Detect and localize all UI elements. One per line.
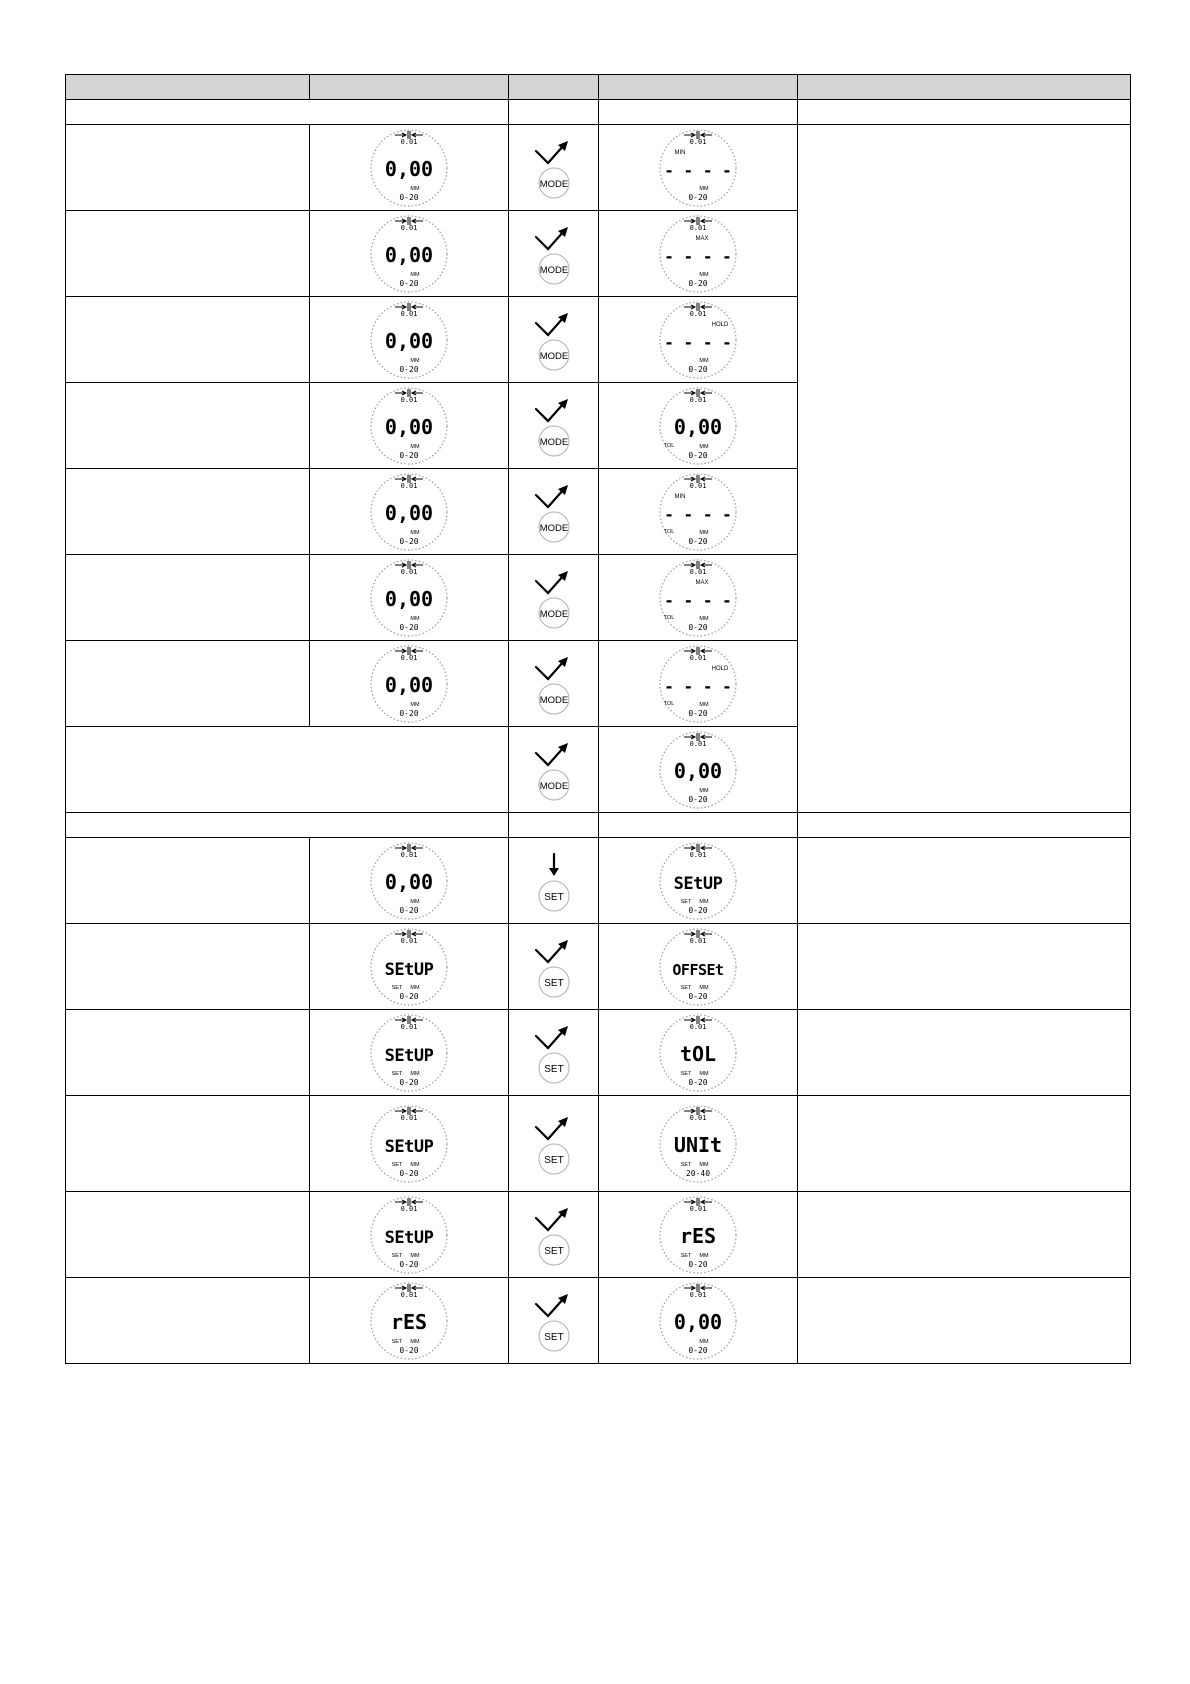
- button-label: SET: [543, 1154, 564, 1166]
- mode-indicator: HOLD: [711, 665, 729, 672]
- range-readout: 0-20: [688, 364, 708, 374]
- main-readout: - - - -: [664, 504, 732, 524]
- step-description: [66, 297, 310, 383]
- button-press-icon: [530, 1286, 578, 1356]
- resolution-readout: 0.01: [400, 1290, 418, 1299]
- resolution-readout: 0.01: [689, 137, 707, 146]
- range-readout: 0-20: [399, 192, 419, 202]
- resolution-readout: 0.01: [689, 1290, 707, 1299]
- range-readout: 20-40: [685, 1168, 711, 1178]
- resolution-readout: 0.01: [689, 481, 707, 490]
- table-row: [66, 1192, 1131, 1278]
- range-readout: 0-20: [399, 450, 419, 460]
- main-readout: - - - -: [664, 332, 732, 352]
- resolution-readout: 0.01: [400, 395, 418, 404]
- step-description: [66, 1278, 310, 1364]
- after-display-cell: [599, 555, 798, 641]
- button-label: SET: [543, 1331, 564, 1343]
- remarks-cell: [798, 1278, 1131, 1364]
- main-readout: SEtUP: [384, 1136, 434, 1157]
- before-display-cell: [310, 469, 509, 555]
- step-description: [66, 838, 310, 924]
- table-row: [66, 1278, 1131, 1364]
- lcd-display: [367, 556, 451, 640]
- mode-indicator: MAX: [695, 579, 709, 586]
- main-readout: SEtUP: [384, 1227, 434, 1248]
- section-cell: [509, 100, 599, 125]
- lcd-display: [656, 470, 740, 554]
- set-indicator: SET: [391, 1070, 403, 1077]
- button-label: MODE: [539, 350, 568, 362]
- lcd-display: [656, 1279, 740, 1363]
- range-readout: 0-20: [399, 991, 419, 1001]
- unit-label: MM: [699, 271, 709, 278]
- resolution-readout: 0.01: [689, 1204, 707, 1213]
- button-press-icon: [530, 1200, 578, 1270]
- unit-label: MM: [699, 185, 709, 192]
- unit-label: MM: [410, 271, 420, 278]
- mode-indicator: MIN: [674, 493, 686, 500]
- before-display-cell: [310, 383, 509, 469]
- set-indicator: SET: [391, 1252, 403, 1259]
- section-cell: [599, 813, 798, 838]
- range-readout: 0-20: [399, 708, 419, 718]
- range-readout: 0-20: [688, 1345, 708, 1355]
- range-readout: 0-20: [399, 905, 419, 915]
- lcd-display: [367, 212, 451, 296]
- unit-label: MM: [699, 357, 709, 364]
- unit-label: MM: [699, 701, 709, 708]
- unit-label: MM: [410, 357, 420, 364]
- lcd-display: [656, 556, 740, 640]
- lcd-display: [656, 728, 740, 812]
- set-indicator: SET: [391, 1161, 403, 1168]
- button-press-icon: [530, 932, 578, 1002]
- lcd-display: [367, 298, 451, 382]
- main-readout: SEtUP: [384, 959, 434, 980]
- action-cell: [509, 125, 599, 211]
- action-cell: [509, 383, 599, 469]
- resolution-readout: 0.01: [400, 1022, 418, 1031]
- main-readout: - - - -: [664, 246, 732, 266]
- after-display-cell: [599, 641, 798, 727]
- resolution-readout: 0.01: [689, 653, 707, 662]
- section-title: [66, 813, 509, 838]
- button-press-icon: [530, 1109, 578, 1179]
- after-display-cell: [599, 469, 798, 555]
- lcd-display: [656, 384, 740, 468]
- section-title: [66, 100, 509, 125]
- resolution-readout: 0.01: [400, 1113, 418, 1122]
- resolution-readout: 0.01: [689, 223, 707, 232]
- lcd-display: [367, 384, 451, 468]
- before-display-cell: [310, 297, 509, 383]
- main-readout: 0,00: [384, 328, 434, 353]
- main-readout: - - - -: [664, 590, 732, 610]
- mode-indicator: HOLD: [711, 321, 729, 328]
- main-readout: 0,00: [384, 672, 434, 697]
- step-description: [66, 641, 310, 727]
- resolution-readout: 0.01: [400, 567, 418, 576]
- after-display-cell: [599, 727, 798, 813]
- after-display-cell: [599, 1096, 798, 1192]
- table-row: [66, 1010, 1131, 1096]
- unit-label: MM: [410, 1252, 420, 1259]
- before-display-cell: [310, 1010, 509, 1096]
- main-readout: rES: [679, 1223, 717, 1248]
- resolution-readout: 0.01: [400, 1204, 418, 1213]
- action-cell: [509, 469, 599, 555]
- lcd-display: [367, 839, 451, 923]
- after-display-cell: [599, 838, 798, 924]
- after-display-cell: [599, 1192, 798, 1278]
- step-description: [66, 211, 310, 297]
- resolution-readout: 0.01: [689, 1113, 707, 1122]
- remarks-cell: [798, 1010, 1131, 1096]
- header-cell: [310, 75, 509, 100]
- table-body: [66, 100, 1131, 1364]
- unit-label: MM: [410, 443, 420, 450]
- resolution-readout: 0.01: [689, 1022, 707, 1031]
- lcd-display: [656, 839, 740, 923]
- range-readout: 0-20: [399, 278, 419, 288]
- button-press-icon: [530, 219, 578, 289]
- before-display-cell: [310, 1192, 509, 1278]
- mode-indicator: MIN: [674, 149, 686, 156]
- before-display-cell: [310, 1278, 509, 1364]
- main-readout: 0,00: [384, 500, 434, 525]
- unit-label: MM: [699, 898, 709, 905]
- lcd-display: [367, 470, 451, 554]
- main-readout: 0,00: [673, 414, 723, 439]
- unit-label: MM: [699, 615, 709, 622]
- button-label: MODE: [539, 264, 568, 276]
- range-readout: 0-20: [688, 991, 708, 1001]
- button-label: MODE: [539, 608, 568, 620]
- remarks-cell: [798, 1192, 1131, 1278]
- range-readout: 0-20: [688, 794, 708, 804]
- unit-label: MM: [699, 1252, 709, 1259]
- mode-indicator: MAX: [695, 235, 709, 242]
- remarks-cell: [798, 924, 1131, 1010]
- resolution-readout: 0.01: [689, 395, 707, 404]
- section-cell: [599, 100, 798, 125]
- after-display-cell: [599, 383, 798, 469]
- button-press-icon: [530, 133, 578, 203]
- before-display-cell: [310, 211, 509, 297]
- section-row: [66, 100, 1131, 125]
- unit-label: MM: [699, 787, 709, 794]
- lcd-display: [367, 1279, 451, 1363]
- action-cell: [509, 555, 599, 641]
- action-cell: [509, 924, 599, 1010]
- set-indicator: SET: [680, 898, 692, 905]
- main-readout: SEtUP: [673, 873, 723, 894]
- range-readout: 0-20: [399, 364, 419, 374]
- lcd-display: [367, 642, 451, 726]
- table-row: [66, 838, 1131, 924]
- procedure-table: [65, 74, 1131, 1364]
- lcd-display: [367, 1193, 451, 1277]
- remarks-cell: [798, 838, 1131, 924]
- range-readout: 0-20: [688, 278, 708, 288]
- range-readout: 0-20: [399, 622, 419, 632]
- resolution-readout: 0.01: [400, 481, 418, 490]
- unit-label: MM: [410, 185, 420, 192]
- after-display-cell: [599, 1278, 798, 1364]
- range-readout: 0-20: [399, 1345, 419, 1355]
- unit-label: MM: [699, 984, 709, 991]
- action-cell: [509, 1096, 599, 1192]
- section-cell: [798, 100, 1131, 125]
- button-label: MODE: [539, 522, 568, 534]
- resolution-readout: 0.01: [689, 309, 707, 318]
- resolution-readout: 0.01: [689, 850, 707, 859]
- after-display-cell: [599, 924, 798, 1010]
- main-readout: 0,00: [673, 1309, 723, 1334]
- before-display-cell: [310, 838, 509, 924]
- button-label: MODE: [539, 780, 568, 792]
- tol-indicator: TOL: [663, 528, 675, 535]
- action-cell: [509, 727, 599, 813]
- lcd-display: [656, 925, 740, 1009]
- range-readout: 0-20: [399, 1259, 419, 1269]
- range-readout: 0-20: [688, 1259, 708, 1269]
- lcd-display: [367, 1011, 451, 1095]
- range-readout: 0-20: [688, 450, 708, 460]
- range-readout: 0-20: [688, 192, 708, 202]
- button-label: SET: [543, 1245, 564, 1257]
- main-readout: 0,00: [384, 156, 434, 181]
- range-readout: 0-20: [399, 1168, 419, 1178]
- action-cell: [509, 1192, 599, 1278]
- unit-label: MM: [699, 1070, 709, 1077]
- unit-label: MM: [699, 529, 709, 536]
- before-display-cell: [310, 555, 509, 641]
- action-cell: [509, 1010, 599, 1096]
- set-indicator: SET: [680, 1252, 692, 1259]
- main-readout: SEtUP: [384, 1045, 434, 1066]
- range-readout: 0-20: [688, 536, 708, 546]
- resolution-readout: 0.01: [689, 936, 707, 945]
- unit-label: MM: [410, 615, 420, 622]
- section-cell: [798, 813, 1131, 838]
- button-press-icon: [530, 735, 578, 805]
- section-cell: [509, 813, 599, 838]
- range-readout: 0-20: [688, 905, 708, 915]
- action-cell: [509, 641, 599, 727]
- unit-label: MM: [410, 1070, 420, 1077]
- lcd-display: [656, 642, 740, 726]
- range-readout: 0-20: [688, 1077, 708, 1087]
- button-press-icon: [530, 477, 578, 547]
- lcd-display: [656, 1011, 740, 1095]
- section-row: [66, 813, 1131, 838]
- lcd-display: [656, 298, 740, 382]
- lcd-display: [656, 1193, 740, 1277]
- unit-label: MM: [410, 701, 420, 708]
- button-press-icon: [530, 305, 578, 375]
- before-display-cell: [310, 641, 509, 727]
- resolution-readout: 0.01: [400, 653, 418, 662]
- resolution-readout: 0.01: [400, 137, 418, 146]
- main-readout: 0,00: [673, 758, 723, 783]
- set-indicator: SET: [391, 984, 403, 991]
- unit-label: MM: [699, 443, 709, 450]
- step-description: [66, 924, 310, 1010]
- before-display-cell: [310, 125, 509, 211]
- after-display-cell: [599, 211, 798, 297]
- action-cell: [509, 838, 599, 924]
- header-cell: [599, 75, 798, 100]
- lcd-display: [656, 1102, 740, 1186]
- lcd-display: [367, 126, 451, 210]
- step-description: [66, 125, 310, 211]
- resolution-readout: 0.01: [400, 309, 418, 318]
- button-press-icon: [530, 1018, 578, 1088]
- action-cell: [509, 297, 599, 383]
- button-press-icon: [530, 649, 578, 719]
- button-label: SET: [543, 1063, 564, 1075]
- tol-indicator: TOL: [663, 442, 675, 449]
- main-readout: UNIt: [673, 1132, 723, 1157]
- main-readout: 0,00: [384, 869, 434, 894]
- set-indicator: SET: [680, 1161, 692, 1168]
- table-row: [66, 125, 1131, 211]
- resolution-readout: 0.01: [689, 567, 707, 576]
- set-indicator: SET: [391, 1338, 403, 1345]
- range-readout: 0-20: [688, 708, 708, 718]
- button-label: SET: [543, 977, 564, 989]
- unit-label: MM: [699, 1338, 709, 1345]
- button-label: MODE: [539, 178, 568, 190]
- before-display-cell: [310, 1096, 509, 1192]
- main-readout: OFFSEt: [672, 960, 724, 979]
- button-press-icon: [530, 846, 578, 916]
- main-readout: 0,00: [384, 414, 434, 439]
- header-row: [66, 75, 1131, 100]
- button-label: SET: [543, 891, 564, 903]
- main-readout: tOL: [679, 1041, 717, 1066]
- remarks-cell: [798, 125, 1131, 813]
- set-indicator: SET: [680, 1070, 692, 1077]
- resolution-readout: 0.01: [400, 223, 418, 232]
- step-description: [66, 727, 509, 813]
- unit-label: MM: [410, 1161, 420, 1168]
- after-display-cell: [599, 1010, 798, 1096]
- unit-label: MM: [410, 529, 420, 536]
- range-readout: 0-20: [399, 536, 419, 546]
- lcd-display: [367, 925, 451, 1009]
- step-description: [66, 1010, 310, 1096]
- unit-label: MM: [410, 1338, 420, 1345]
- resolution-readout: 0.01: [400, 936, 418, 945]
- step-description: [66, 1096, 310, 1192]
- lcd-display: [656, 212, 740, 296]
- main-readout: - - - -: [664, 160, 732, 180]
- button-press-icon: [530, 563, 578, 633]
- header-cell: [66, 75, 310, 100]
- header-cell: [509, 75, 599, 100]
- lcd-display: [367, 1102, 451, 1186]
- range-readout: 0-20: [399, 1077, 419, 1087]
- range-readout: 0-20: [688, 622, 708, 632]
- tol-indicator: TOL: [663, 700, 675, 707]
- button-label: MODE: [539, 694, 568, 706]
- main-readout: - - - -: [664, 676, 732, 696]
- after-display-cell: [599, 125, 798, 211]
- step-description: [66, 383, 310, 469]
- unit-label: MM: [410, 984, 420, 991]
- unit-label: MM: [410, 898, 420, 905]
- main-readout: 0,00: [384, 586, 434, 611]
- button-label: MODE: [539, 436, 568, 448]
- button-press-icon: [530, 391, 578, 461]
- resolution-readout: 0.01: [400, 850, 418, 859]
- unit-label: MM: [699, 1161, 709, 1168]
- main-readout: rES: [390, 1309, 428, 1334]
- after-display-cell: [599, 297, 798, 383]
- header-cell: [798, 75, 1131, 100]
- action-cell: [509, 211, 599, 297]
- set-indicator: SET: [680, 984, 692, 991]
- step-description: [66, 555, 310, 641]
- lcd-display: [656, 126, 740, 210]
- table-row: [66, 924, 1131, 1010]
- tol-indicator: TOL: [663, 614, 675, 621]
- before-display-cell: [310, 924, 509, 1010]
- step-description: [66, 469, 310, 555]
- remarks-cell: [798, 1096, 1131, 1192]
- step-description: [66, 1192, 310, 1278]
- main-readout: 0,00: [384, 242, 434, 267]
- resolution-readout: 0.01: [689, 739, 707, 748]
- action-cell: [509, 1278, 599, 1364]
- table-row: [66, 1096, 1131, 1192]
